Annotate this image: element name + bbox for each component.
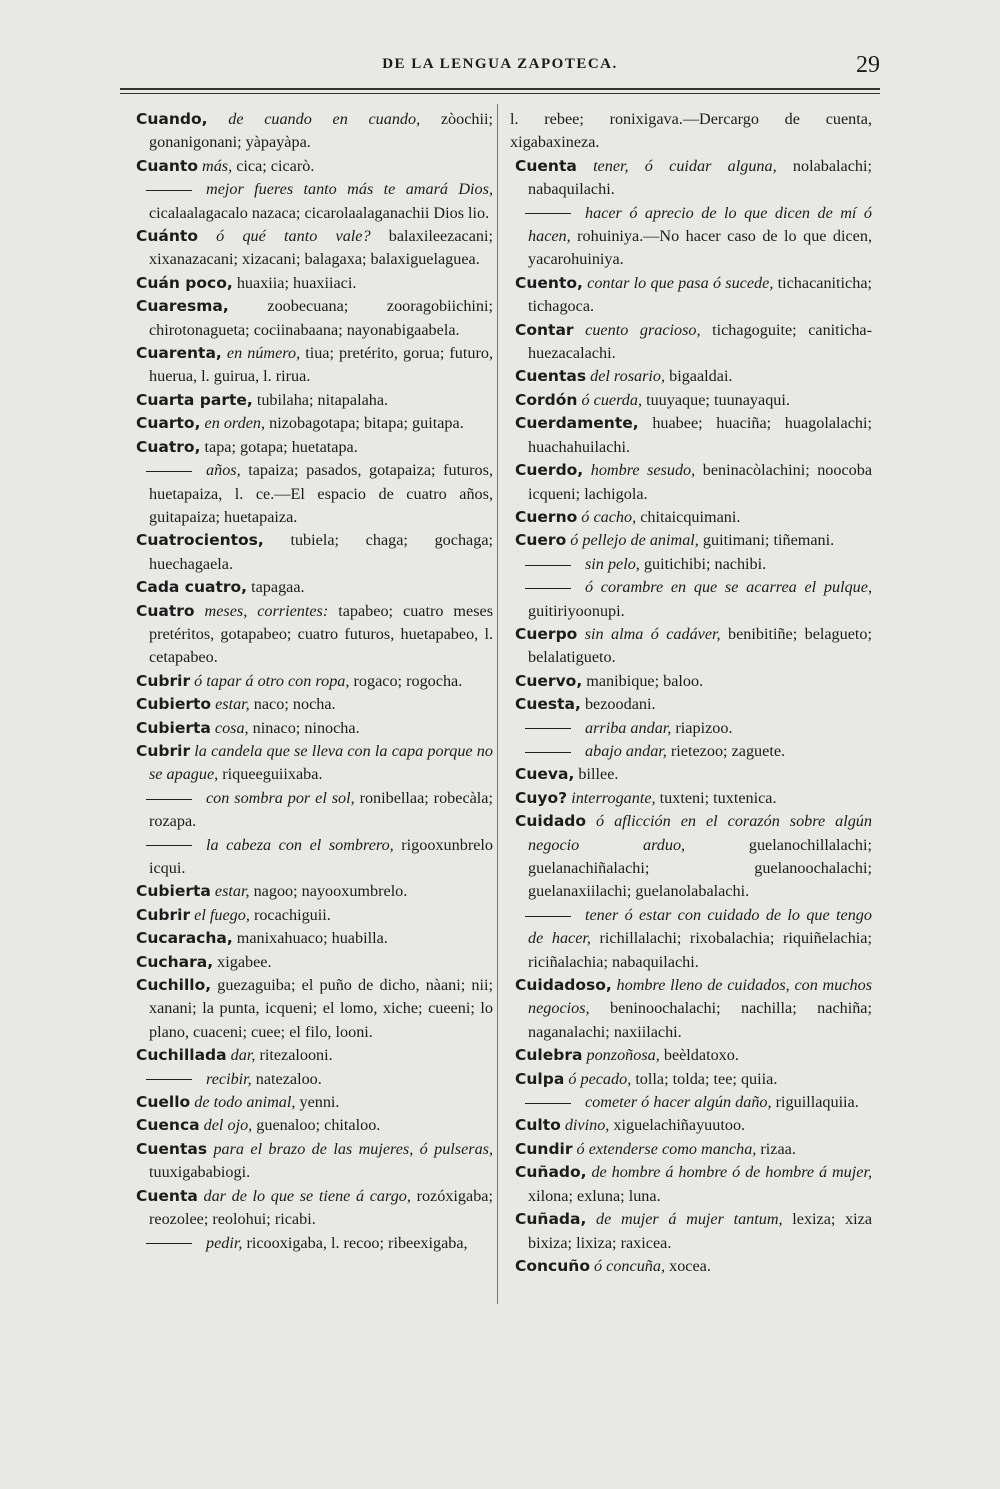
dictionary-entry [510, 365, 872, 388]
translation: cica; cicarò. [236, 156, 315, 175]
headword: Cuchillada [136, 1046, 227, 1065]
gloss: en número, [226, 344, 301, 363]
translation: huabee; huaciña; huagolalachi; huachahuilachi. [528, 414, 872, 456]
dictionary-entry [510, 974, 872, 1044]
dictionary-entry [510, 459, 872, 506]
dictionary-entry [131, 787, 493, 834]
dictionary-entry [131, 1232, 493, 1255]
translation: tubiela; chaga; gochaga; huechagaela. [149, 531, 494, 573]
dictionary-entry [510, 272, 872, 319]
translation: beninoochalachi; nachilla; nachiña; naganalachi; naxiilachi. [528, 999, 872, 1041]
ditto-dash [525, 588, 571, 589]
dictionary-entry [510, 155, 872, 202]
dictionary-entry [510, 693, 872, 716]
headword: Cuerpo [515, 624, 578, 643]
dictionary-entry [131, 1044, 493, 1067]
translation: manixahuaco; huabilla. [236, 929, 388, 948]
gloss: más, [202, 156, 233, 175]
headword: Concuño [515, 1256, 590, 1275]
headword: Cuentas [515, 367, 587, 386]
translation: riapizoo. [675, 718, 733, 737]
dictionary-entry [510, 717, 872, 740]
translation: rogaco; rogocha. [353, 671, 463, 690]
gloss: ó extenderse como mancha, [576, 1139, 757, 1158]
translation: richillalachi; rixobalachia; riquiñelachia; riciñalachia; nabaquilachi. [528, 929, 872, 971]
gloss: del ojo, [203, 1116, 253, 1135]
translation: xiguelachiñayuutoo. [613, 1116, 746, 1135]
translation: tiua; pretérito, gorua; futuro, huerua, l. guirua, l. rirua. [149, 344, 493, 386]
headword: Cubrir [136, 671, 191, 690]
translation: zòochii; gonanigonani; yàpayàpa. [149, 110, 494, 152]
gloss: la candela que se lleva con la capa porque no se apague, [149, 741, 493, 784]
translation: billee. [578, 765, 619, 784]
translation: guelanochillalachi; guelanachiñalachi; guelanoochalachi; guelanaxiilachi; guelanolabalachi. [528, 835, 872, 901]
dictionary-entry [131, 412, 493, 435]
translation: guitichibi; nachibi. [643, 554, 767, 573]
headword: Cuenta [136, 1186, 198, 1205]
gloss: hacer ó aprecio de lo que dicen de mí ó hacen, [528, 203, 872, 246]
dictionary-entry [131, 389, 493, 412]
dictionary-entry [131, 974, 493, 1044]
headword: Cuesta, [515, 695, 581, 714]
headword: Cuero [515, 531, 567, 550]
translation: bigaaldai. [669, 367, 733, 386]
gloss: con sombra por el sol, [206, 788, 355, 807]
translation: rocachiguii. [253, 905, 331, 924]
headword: Cuidadoso, [515, 976, 612, 995]
dictionary-entry [510, 810, 872, 904]
headword: Cuento, [515, 273, 583, 292]
headword: Cueva, [515, 765, 575, 784]
headword: Cuello [136, 1093, 191, 1112]
gloss: de mujer á mujer tantum, [596, 1210, 783, 1229]
translation: tuxteni; tuxtenica. [659, 788, 777, 807]
headword: Cuaresma, [136, 297, 229, 316]
dictionary-entry [510, 1208, 872, 1255]
dictionary-entry [510, 1091, 872, 1114]
gloss: de hombre á hombre ó de hombre á mujer, [591, 1163, 873, 1182]
translation: tapa; gotapa; huetatapa. [204, 437, 358, 456]
headword: Cuidado [515, 812, 587, 831]
gloss: recibir, [206, 1069, 252, 1088]
headword: Cuenca [136, 1116, 200, 1135]
headword: Cuatro, [136, 437, 201, 456]
gloss: cometer ó hacer algún daño, [585, 1093, 772, 1112]
gloss: ponzoñosa, [586, 1046, 660, 1065]
headword: Cubrir [136, 741, 191, 760]
headword: Culpa [515, 1069, 565, 1088]
header-rule-thick [120, 88, 880, 90]
translation: rietezoo; zaguete. [670, 741, 786, 760]
headword: Cuarta parte, [136, 390, 253, 409]
gloss: de cuando en cuando, [228, 110, 421, 128]
translation: bezoodani. [584, 695, 656, 714]
translation: tichacaniticha; tichagoca. [528, 273, 872, 316]
dictionary-entry [510, 529, 872, 552]
translation: benibitiñe; belagueto; belalatigueto. [528, 624, 873, 667]
headword: Cuñado, [515, 1163, 587, 1182]
gloss: ó aflicción en el corazón sobre algún negocio arduo, [528, 812, 872, 854]
headword: Cuarenta, [136, 344, 222, 363]
dictionary-entry [131, 459, 493, 529]
headword: Cubierta [136, 718, 211, 737]
gloss: ó tapar á otro con ropa, [194, 671, 350, 690]
translation: riguillaquiia. [775, 1093, 859, 1112]
translation: xilona; exluna; luna. [528, 1186, 661, 1205]
gloss: en orden, [204, 414, 266, 433]
dictionary-entry [510, 1044, 872, 1067]
dictionary-entry [131, 436, 493, 459]
gloss: dar, [230, 1046, 256, 1065]
dictionary-entry [131, 295, 493, 342]
headword: Cucaracha, [136, 929, 233, 948]
ditto-dash [525, 213, 571, 214]
translation: ronibellaa; robecàla; rozapa. [149, 788, 493, 831]
gloss: estar, [215, 695, 250, 714]
ditto-dash [146, 799, 192, 800]
translation: yenni. [299, 1093, 340, 1112]
translation: beninacòlachini; noocoba icqueni; lachigola. [528, 461, 873, 503]
gloss: el fuego, [194, 905, 250, 924]
headword: Cordón [515, 390, 578, 409]
translation: guitiriyoonupi. [528, 601, 625, 620]
headword: Cubrir [136, 905, 191, 924]
page-header [120, 52, 880, 82]
dictionary-entry [510, 412, 872, 459]
dictionary-entry [131, 600, 493, 670]
translation: guenaloo; chitaloo. [256, 1116, 381, 1135]
dictionary-entry [131, 717, 493, 740]
headword: Cuán poco, [136, 273, 233, 292]
ditto-dash [525, 1103, 571, 1104]
dictionary-entry [131, 880, 493, 903]
gloss: sin pelo, [585, 554, 640, 573]
dictionary-entry [510, 553, 872, 576]
translation: chitaicquimani. [640, 507, 741, 526]
gloss: hombre sesudo, [590, 461, 696, 480]
gloss: ó qué tanto vale? [216, 227, 371, 246]
dictionary-entry [131, 155, 493, 178]
translation: tuuxigababiogi. [149, 1163, 251, 1182]
gloss: ó cacho, [581, 507, 637, 526]
gloss: divino, [564, 1116, 610, 1135]
translation: zoobecuana; zooragobiichini; chirotonagueta; cociinabaana; nayonabigaabela. [149, 297, 493, 339]
dictionary-entry [131, 272, 493, 295]
ditto-dash [525, 728, 571, 729]
column-divider [497, 104, 498, 1304]
gloss: dar de lo que se tiene á cargo, [203, 1186, 411, 1205]
ditto-dash [525, 565, 571, 566]
dictionary-entry [510, 576, 872, 623]
translation: natezaloo. [255, 1069, 322, 1088]
headword: Cuerdo, [515, 461, 584, 480]
headword: Cuando, [136, 110, 208, 128]
ditto-dash [146, 1243, 192, 1244]
translation: guitimani; tiñemani. [702, 531, 835, 550]
gloss: ó pecado, [568, 1069, 632, 1088]
gloss: ó corambre en que se acarrea el pulque, [585, 578, 872, 597]
translation: naco; nocha. [253, 695, 336, 714]
translation: rigooxunbrelo icqui. [149, 835, 494, 877]
translation: rizaa. [760, 1139, 796, 1158]
translation: tapagaa. [251, 578, 305, 597]
dictionary-entry [131, 529, 493, 576]
gloss: interrogante, [571, 788, 656, 807]
dictionary-entry [131, 1068, 493, 1091]
dictionary-entry [510, 1161, 872, 1208]
translation: nizobagotapa; bitapa; guitapa. [269, 414, 464, 433]
headword: Cuyo? [515, 788, 568, 807]
page-number: 29 [856, 52, 880, 78]
running-title: DE LA LENGUA ZAPOTECA. [382, 56, 618, 72]
gloss: años, [206, 461, 241, 480]
gloss: cuento gracioso, [585, 320, 701, 339]
ditto-dash [146, 190, 192, 191]
gloss: pedir, [206, 1233, 243, 1252]
dictionary-entry [510, 1255, 872, 1278]
dictionary-entry [510, 108, 872, 155]
dictionary-entry [510, 1138, 872, 1161]
ditto-dash [525, 916, 571, 917]
dictionary-entry [131, 1091, 493, 1114]
headword: Cundir [515, 1139, 573, 1158]
translation: huaxiia; huaxiiaci. [236, 273, 357, 292]
dictionary-entry [131, 1114, 493, 1137]
gloss: ó pellejo de animal, [570, 531, 699, 550]
gloss: del rosario, [590, 367, 666, 386]
translation: tuuyaque; tuunayaqui. [646, 390, 790, 409]
headword: Culebra [515, 1046, 583, 1065]
ditto-dash [146, 1079, 192, 1080]
translation: ritezalooni. [259, 1046, 333, 1065]
translation: manibique; baloo. [586, 671, 704, 690]
header-rule-thin [120, 93, 880, 94]
translation: cicalaalagacalo nazaca; cicarolaalaganachii Dios lio. [149, 203, 490, 222]
dictionary-entry [131, 670, 493, 693]
gloss: ó cuerda, [581, 390, 643, 409]
headword: Cuánto [136, 227, 198, 246]
gloss: arriba andar, [585, 718, 672, 737]
translation: tolla; tolda; tee; quiia. [635, 1069, 778, 1088]
translation: tapabeo; cuatro meses pretéritos, gotapabeo; cuatro futuros, huetapabeo, l. cetapabeo. [149, 601, 493, 667]
dictionary-entry [131, 576, 493, 599]
headword: Cuatrocientos, [136, 531, 264, 550]
translation: rozóxigaba; reozolee; reolohui; ricabi. [149, 1186, 493, 1229]
headword: Cuerdamente, [515, 414, 639, 433]
gloss: abajo andar, [585, 741, 667, 760]
headword: Cuerno [515, 507, 578, 526]
ditto-dash [146, 845, 192, 846]
dictionary-entry [131, 740, 493, 787]
translation: nolabalachi; nabaquilachi. [528, 156, 872, 199]
dictionary-entry [510, 763, 872, 786]
gloss: sin alma ó cadáver, [584, 624, 721, 643]
headword: Contar [515, 320, 574, 339]
gloss: meses, corrientes: [204, 601, 329, 620]
dictionary-entry [510, 506, 872, 529]
translation: tapaiza; pasados, gotapaiza; futuros, huetapaiza, l. ce.—El espacio de cuatro años, guitapaiza; huetapaiza. [149, 461, 493, 526]
headword: Cuatro [136, 601, 195, 620]
headword: Cuanto [136, 156, 198, 175]
dictionary-entry [131, 834, 493, 881]
translation: guezaguiba; el puño de dicho, nàani; nii; xanani; la punta, icqueni; el lomo, xiche; cueeni; lo plano, cuaceni; cuee; el filo, looni. [149, 976, 493, 1041]
headword: Cubierto [136, 695, 212, 714]
gloss: estar, [214, 882, 250, 901]
headword: Cuarto, [136, 414, 201, 433]
headword: Cuentas [136, 1139, 208, 1158]
headword: Cuervo, [515, 671, 583, 690]
right-column [510, 108, 872, 1278]
translation: xigabee. [217, 952, 272, 971]
translation: xocea. [669, 1256, 711, 1275]
dictionary-entry [131, 178, 493, 225]
headword: Cuenta [515, 156, 577, 175]
ditto-dash [525, 752, 571, 753]
dictionary-entry [510, 740, 872, 763]
translation: tubilaha; nitapalaha. [256, 390, 389, 409]
gloss: tener, ó cuidar alguna, [593, 156, 777, 175]
dictionary-entry [131, 1185, 493, 1232]
left-column [131, 108, 493, 1255]
gloss: contar lo que pasa ó sucede, [587, 273, 774, 292]
gloss: ó concuña, [594, 1256, 666, 1275]
headword: Cubierta [136, 882, 211, 901]
gloss: hombre lleno de cuidados, con muchos negocios, [528, 976, 873, 1018]
translation: ricooxigaba, l. recoo; ribeexigaba, [246, 1233, 468, 1252]
dictionary-entry [131, 904, 493, 927]
translation: tichagoguite; canitichahuezacalachi. [528, 320, 873, 363]
dictionary-entry [131, 693, 493, 716]
dictionary-entry [131, 225, 493, 272]
gloss: tener ó estar con cuidado de lo que tengo de hacer, [528, 905, 872, 948]
gloss: de todo animal, [194, 1093, 296, 1112]
gloss: mejor fueres tanto más te amará Dios, [206, 180, 493, 199]
dictionary-entry [131, 342, 493, 389]
dictionary-entry [510, 904, 872, 974]
gloss: la cabeza con el sombrero, [206, 835, 394, 854]
dictionary-entry [510, 319, 872, 366]
dictionary-entry [510, 1114, 872, 1137]
translation: balaxileezacani; xixanazacani; xizacani; balagaxa; balaxiguelaguea. [149, 227, 494, 269]
dictionary-entry [510, 202, 872, 272]
headword: Culto [515, 1116, 561, 1135]
ditto-dash [146, 471, 192, 472]
translation: lexiza; xiza bixiza; lixiza; raxicea. [528, 1210, 873, 1252]
translation: riqueeguiixaba. [222, 765, 323, 784]
translation: rohuiniya.—No hacer caso de lo que dicen, yacarohuiniya. [528, 227, 873, 269]
dictionary-entry [510, 389, 872, 412]
dictionary-entry [510, 670, 872, 693]
headword: Cada cuatro, [136, 578, 248, 597]
dictionary-entry [131, 108, 493, 155]
headword: Cuñada, [515, 1210, 587, 1229]
gloss: para el brazo de las mujeres, ó pulseras, [213, 1139, 494, 1158]
headword: Cuchillo, [136, 976, 212, 995]
dictionary-entry [131, 927, 493, 950]
translation: nagoo; nayooxumbrelo. [253, 882, 408, 901]
translation: l. rebee; ronixigava.—Dercargo de cuenta, xigabaxineza. [510, 110, 872, 152]
dictionary-entry [131, 1138, 493, 1185]
gloss: cosa, [214, 718, 249, 737]
dictionary-entry [510, 1068, 872, 1091]
translation: beèldatoxo. [663, 1046, 739, 1065]
dictionary-entry [510, 623, 872, 670]
dictionary-entry [131, 951, 493, 974]
headword: Cuchara, [136, 952, 214, 971]
dictionary-entry [510, 787, 872, 810]
translation: ninaco; ninocha. [252, 718, 360, 737]
